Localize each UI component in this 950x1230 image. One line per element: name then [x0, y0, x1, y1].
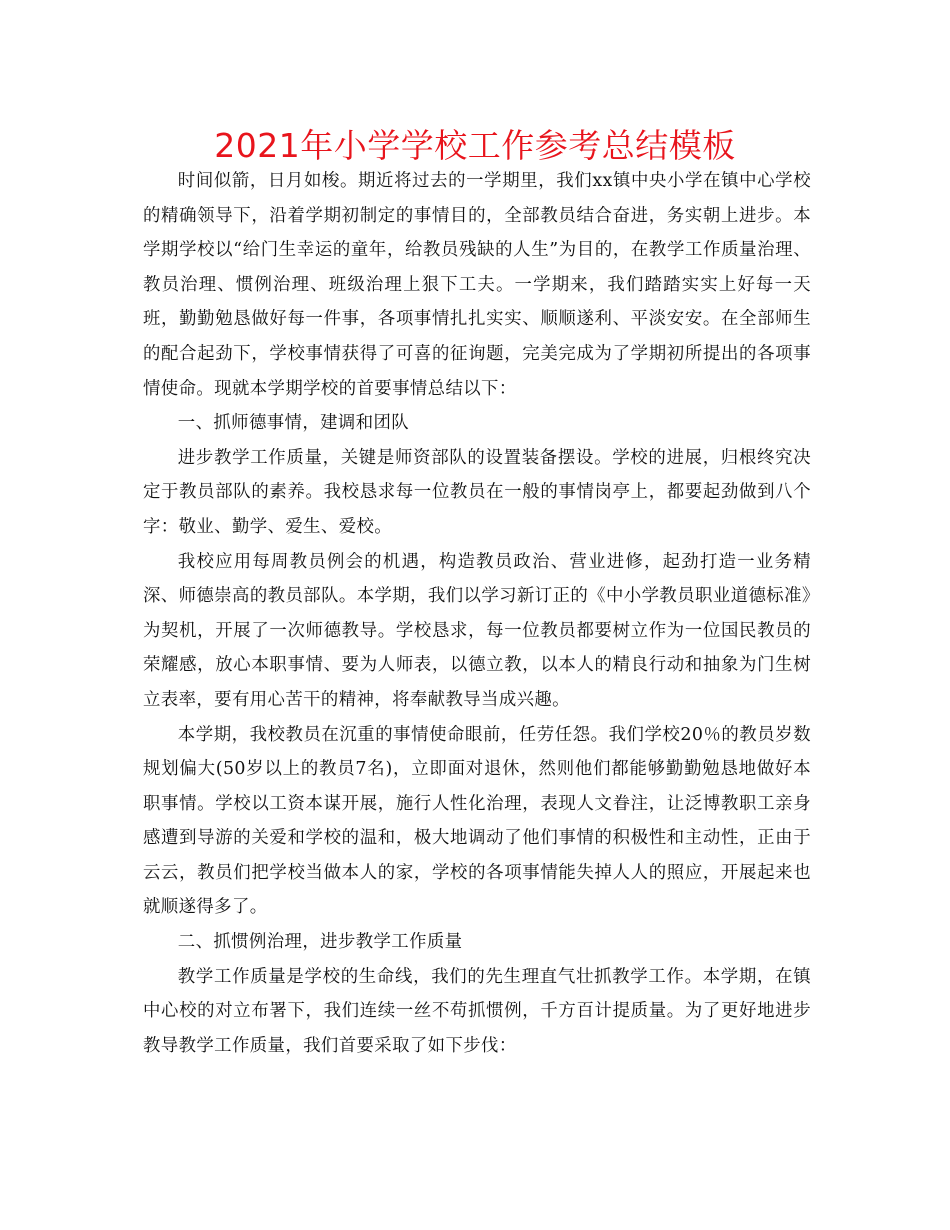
section-heading-1: 一、抓师德事情，建调和团队 — [177, 413, 410, 434]
paragraph-teacher-quality: 进步教学工作质量，关键是师资部队的设置装备摆设。学校的进展，归根终究决定于教员部队的素养。我校恳求每一位教员在一般的事情岗亭上，都要起劲做到八个字：敬业、勤学、爱生、爱校。 — [143, 447, 811, 537]
paragraph-intro: 时间似箭，日月如梭。期近将过去的一学期里，我们xx镇中央小学在镇中心学校的精确领导下，沿着学期初制定的事情目的，全部教员结合奋进，务实朝上进步。本学期学校以“给门生幸运的童年，给教员残缺的人生”为目的，在教学工作质量治理、教员治理、惯例治理、班级治理上狠下工夫。一学期来，我们踏踏实实上好每一天班，勤勤勉恳做好每一件事，各项事情扎扎实实、顺顺遂利、平淡安安。在全部师生的配合起劲下，学校事情获得了可喜的征询题，完美完成为了学期初所提出的各项事情使命。现就本学期学校的首要事情总结以下： — [143, 171, 811, 399]
document-title: 2021年小学学校工作参考总结模板 — [214, 126, 736, 165]
paragraph-staff-care: 本学期，我校教员在沉重的事情使命眼前，任劳任怨。我们学校20％的教员岁数规划偏大(50岁以上的教员7名)，立即面对退休，然则他们都能够勤勤勉恳地做好本职事情。学校以工资本谋开展，施行人性化治理，表现人文眷注，让泛博教职工亲身感遭到导游的关爱和学校的温和，极大地调动了他们事情的积极性和主动性，正由于云云，教员们把学校当做本人的家，学校的各项事情能失掉人人的照应，开展起来也就顺遂得多了。 — [143, 724, 811, 918]
paragraph-ethics-training: 我校应用每周教员例会的机遇，构造教员政治、营业进修，起劲打造一业务精深、师德崇高的教员部队。本学期，我们以学习新订正的《中小学教员职业道德标准》为契机，开展了一次师德教导。学校恳求，每一位教员都要树立作为一位国民教员的荣耀感，放心本职事情、要为人师表，以德立教，以本人的精良行动和抽象为门生树立表率，要有用心苦干的精神，将奉献教导当成兴趣。 — [143, 551, 811, 710]
section-heading-2: 二、抓惯例治理，进步教学工作质量 — [177, 932, 463, 953]
paragraph-teaching-quality: 教学工作质量是学校的生命线，我们的先生理直气壮抓教学工作。本学期，在镇中心校的对立布署下，我们连续一丝不苟抓惯例，千方百计提质量。为了更好地进步教导教学工作质量，我们首要采取了如下步伐： — [143, 966, 811, 1056]
document-body — [143, 164, 811, 1063]
